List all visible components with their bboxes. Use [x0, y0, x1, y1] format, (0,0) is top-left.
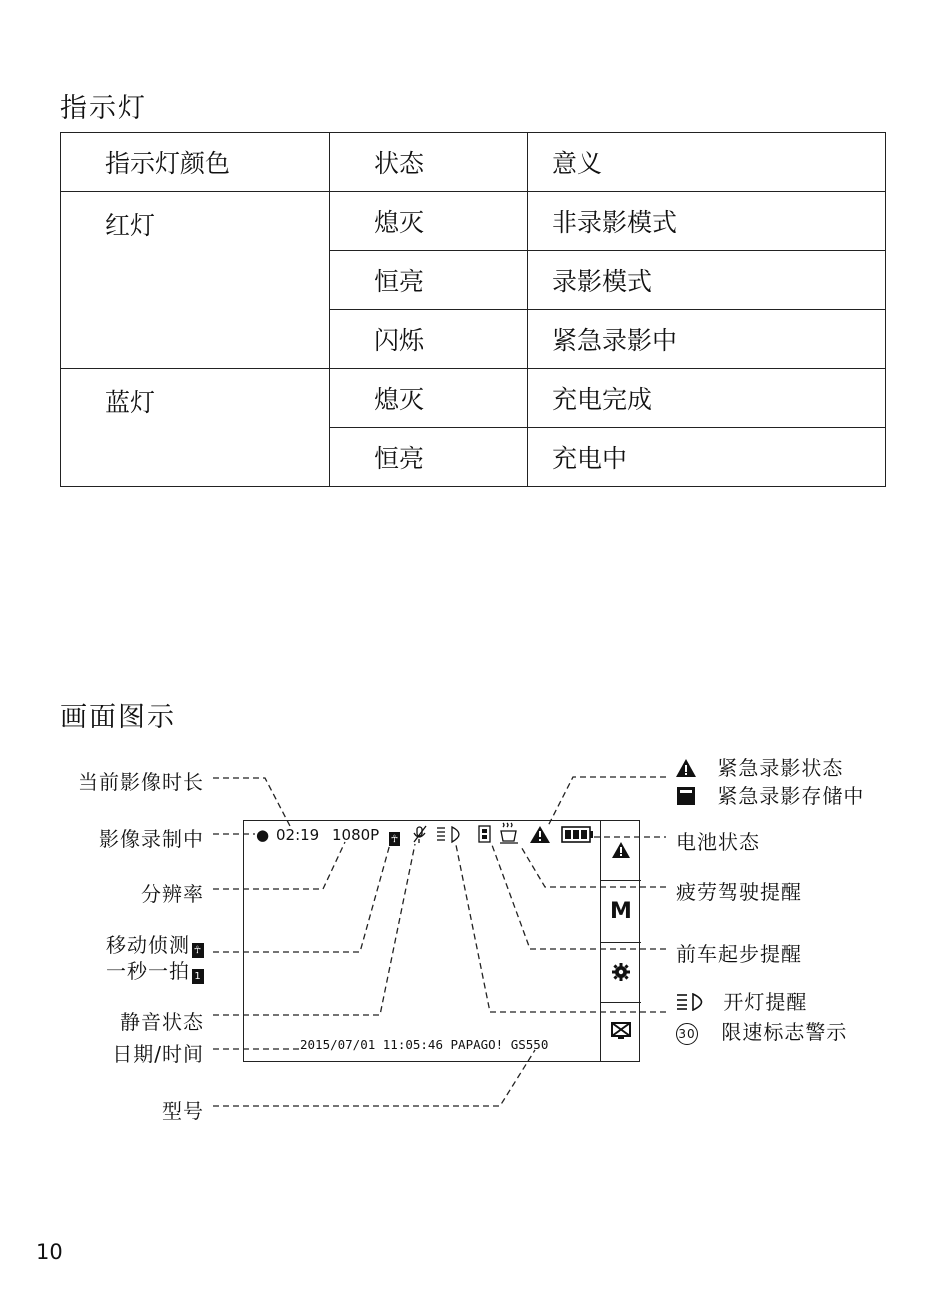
header-state: 状态 — [330, 133, 528, 192]
battery-icon — [562, 827, 593, 842]
motion-detect-icon: ☥ — [193, 945, 203, 956]
one-shot-icon: 1 — [192, 969, 204, 984]
legend-emergency-saving: 紧急录影存储中 — [676, 780, 864, 809]
screen-diagram-heading: 画面图示 — [60, 702, 176, 733]
page-number: 10 — [36, 1240, 63, 1264]
legend-fatigue: 疲劳驾驶提醒 — [676, 880, 802, 904]
color-red: 红灯 — [61, 192, 330, 369]
warning-icon — [676, 759, 696, 777]
meaning-cell: 充电中 — [528, 428, 886, 487]
label-current-duration: 当前影像时长 — [78, 770, 204, 794]
state-cell: 恒亮 — [330, 428, 528, 487]
legend-emergency-state: 紧急录影状态 — [676, 752, 843, 781]
state-cell: 熄灭 — [330, 369, 528, 428]
label-model: 型号 — [162, 1099, 204, 1123]
legend-battery: 电池状态 — [676, 830, 760, 854]
mute-mic-icon — [414, 826, 426, 843]
legend-front-car: 前车起步提醒 — [676, 942, 802, 966]
mode-button[interactable]: M — [601, 880, 641, 943]
legend-speed-limit: 30 限速标志警示 — [676, 1016, 847, 1045]
label-resolution: 分辨率 — [141, 882, 204, 906]
header-color: 指示灯颜色 — [61, 133, 330, 192]
header-meaning: 意义 — [528, 133, 886, 192]
label-datetime: 日期/时间 — [112, 1042, 204, 1066]
label-motion-detect: 移动侦测 ☥ — [106, 933, 203, 957]
date-model-footer: 2015/07/01 11:05:46 PAPAGO! GS550 — [300, 1037, 549, 1052]
color-blue: 蓝灯 — [61, 369, 330, 487]
record-dot: ● — [256, 826, 270, 844]
label-one-shot: 一秒一拍 1 — [40, 955, 204, 984]
meaning-cell: 录影模式 — [528, 251, 886, 310]
status-time: 02:19 — [276, 826, 320, 844]
speed-limit-icon: 30 — [676, 1023, 698, 1045]
motion-status-icon: ☥ — [390, 834, 399, 845]
warning-status-icon — [530, 826, 550, 843]
state-cell: 恒亮 — [330, 251, 528, 310]
headlight-icon — [676, 993, 710, 1011]
coffee-cup-icon — [500, 823, 518, 843]
status-resolution: 1080P — [332, 826, 380, 844]
legend-headlight: 开灯提醒 — [676, 986, 807, 1015]
label-recording: 影像录制中 — [99, 827, 204, 851]
meaning-cell: 充电完成 — [528, 369, 886, 428]
label-mute: 静音状态 — [120, 1010, 204, 1034]
indicator-heading: 指示灯 — [60, 93, 147, 124]
meaning-cell: 紧急录影中 — [528, 310, 886, 369]
emergency-save-icon — [676, 786, 696, 806]
state-cell: 熄灭 — [330, 192, 528, 251]
front-car-icon — [479, 826, 490, 842]
headlight-icon — [437, 827, 459, 842]
meaning-cell: 非录影模式 — [528, 192, 886, 251]
state-cell: 闪烁 — [330, 310, 528, 369]
